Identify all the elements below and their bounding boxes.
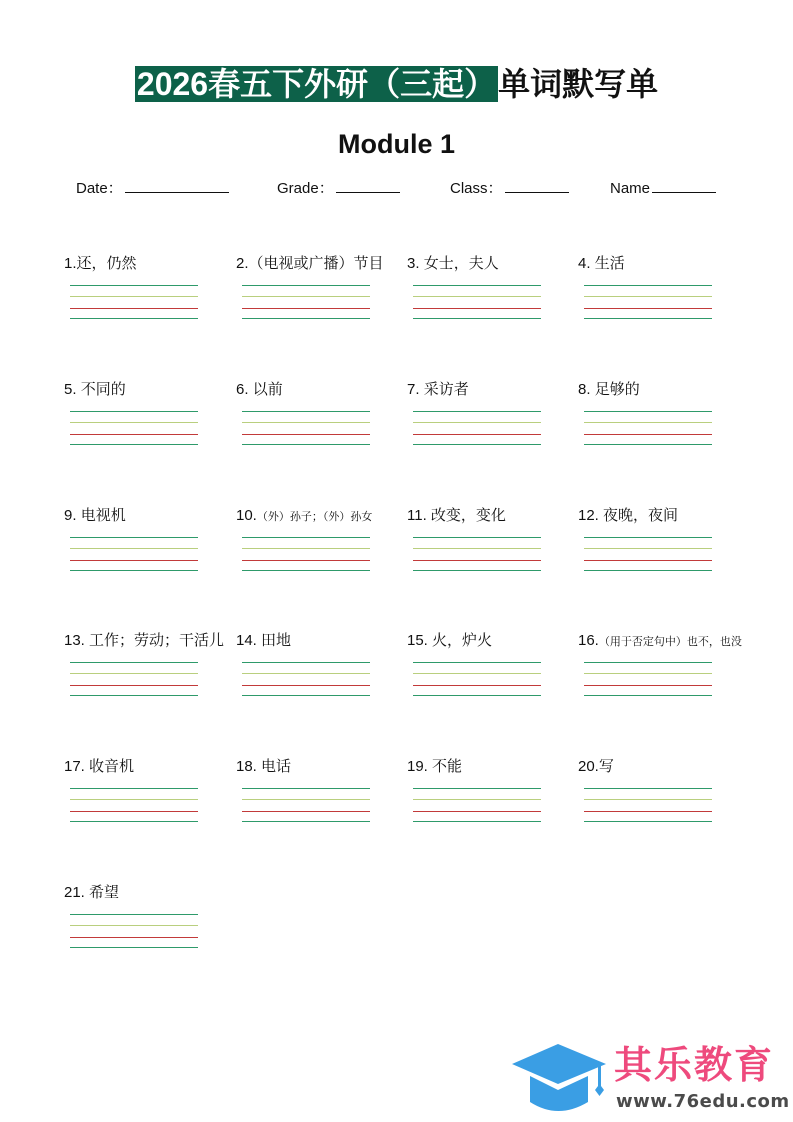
writing-line xyxy=(242,799,370,800)
meta-blank[interactable] xyxy=(652,178,716,193)
writing-line xyxy=(70,560,198,561)
writing-line xyxy=(70,285,198,286)
word-prompt xyxy=(236,380,406,400)
item-number: 4. xyxy=(578,255,595,272)
word-prompt xyxy=(236,506,406,527)
item-meaning: 夜晚，夜间 xyxy=(603,507,679,524)
item-meaning: 以前 xyxy=(252,381,283,398)
brand-name: 其乐教育 xyxy=(614,1045,775,1087)
writing-line xyxy=(242,308,370,309)
word-prompt xyxy=(578,380,748,400)
item-meaning: 写 xyxy=(598,758,614,775)
writing-line xyxy=(584,537,712,538)
item-number: 18. xyxy=(236,758,262,775)
worksheet-title xyxy=(0,64,793,104)
word-item-2 xyxy=(236,254,406,274)
writing-line xyxy=(70,296,198,297)
writing-line xyxy=(70,695,198,696)
item-number: 12. xyxy=(578,507,604,524)
word-item-8 xyxy=(578,380,748,400)
writing-line xyxy=(584,570,712,571)
writing-line xyxy=(584,444,712,445)
writing-line xyxy=(584,434,712,435)
item-meaning: 采访者 xyxy=(423,381,469,398)
item-meaning: 电话 xyxy=(261,758,292,775)
word-prompt xyxy=(64,631,234,651)
writing-line xyxy=(242,811,370,812)
writing-line xyxy=(413,548,541,549)
writing-line xyxy=(413,296,541,297)
item-meaning: 电视机 xyxy=(80,507,126,524)
word-item-15 xyxy=(407,631,577,651)
item-meaning: 工作；劳动；干活儿 xyxy=(89,632,225,649)
writing-line xyxy=(242,434,370,435)
word-item-17 xyxy=(64,757,234,777)
writing-line xyxy=(584,296,712,297)
writing-line xyxy=(584,821,712,822)
word-item-12 xyxy=(578,506,748,526)
writing-line xyxy=(70,444,198,445)
word-item-1 xyxy=(64,254,234,274)
item-meaning: （用于否定句中）也不，也没 xyxy=(598,636,742,648)
item-number: 20. xyxy=(578,758,599,775)
writing-line xyxy=(413,570,541,571)
writing-line xyxy=(413,560,541,561)
writing-line xyxy=(413,285,541,286)
writing-line xyxy=(70,318,198,319)
word-prompt xyxy=(64,506,234,526)
word-prompt xyxy=(407,506,577,526)
item-number: 11. xyxy=(407,507,431,524)
writing-line xyxy=(70,925,198,926)
meta-label: Name xyxy=(610,180,651,197)
item-meaning: 生活 xyxy=(594,255,625,272)
writing-line xyxy=(413,685,541,686)
word-prompt xyxy=(407,757,577,777)
writing-line xyxy=(413,695,541,696)
item-meaning: 改变，变化 xyxy=(430,507,506,524)
writing-line xyxy=(584,308,712,309)
writing-line xyxy=(70,685,198,686)
writing-line xyxy=(584,799,712,800)
module-heading: Module 1 xyxy=(337,129,455,159)
word-prompt xyxy=(236,757,406,777)
meta-field-name[interactable] xyxy=(610,178,716,199)
writing-line xyxy=(70,673,198,674)
writing-line xyxy=(70,411,198,412)
word-item-18 xyxy=(236,757,406,777)
item-meaning: （外）孙子；（外）孙女 xyxy=(256,511,373,523)
item-number: 1. xyxy=(64,255,77,272)
word-item-3 xyxy=(407,254,577,274)
item-meaning: 足够的 xyxy=(594,381,640,398)
item-number: 2. xyxy=(236,255,249,272)
item-meaning: （电视或广播）节目 xyxy=(248,255,384,272)
item-meaning: 不能 xyxy=(432,758,463,775)
word-prompt xyxy=(578,506,748,526)
writing-line xyxy=(413,799,541,800)
writing-line xyxy=(70,548,198,549)
writing-line xyxy=(413,434,541,435)
brand-logo xyxy=(510,1040,790,1115)
writing-line xyxy=(70,434,198,435)
item-number: 19. xyxy=(407,758,433,775)
meta-label: Class： xyxy=(450,180,503,197)
word-item-6 xyxy=(236,380,406,400)
writing-line xyxy=(242,548,370,549)
writing-line xyxy=(242,537,370,538)
word-item-13 xyxy=(64,631,234,651)
writing-line xyxy=(70,811,198,812)
word-item-4 xyxy=(578,254,748,274)
title-highlight: 2026春五下外研（三起） xyxy=(136,66,497,102)
writing-line xyxy=(413,422,541,423)
item-meaning: 希望 xyxy=(89,884,120,901)
word-prompt xyxy=(64,757,234,777)
writing-line xyxy=(413,411,541,412)
item-meaning: 收音机 xyxy=(89,758,135,775)
writing-line xyxy=(242,788,370,789)
word-prompt xyxy=(578,757,748,777)
word-prompt xyxy=(236,254,406,274)
writing-line xyxy=(242,570,370,571)
writing-line xyxy=(413,308,541,309)
item-number: 10. xyxy=(236,507,257,524)
word-prompt xyxy=(407,380,577,400)
word-item-9 xyxy=(64,506,234,526)
item-number: 14. xyxy=(236,632,262,649)
writing-line xyxy=(584,811,712,812)
writing-line xyxy=(70,537,198,538)
writing-line xyxy=(242,685,370,686)
writing-line xyxy=(242,422,370,423)
writing-line xyxy=(242,296,370,297)
item-number: 17. xyxy=(64,758,90,775)
word-item-10 xyxy=(236,506,406,527)
item-number: 6. xyxy=(236,381,253,398)
word-item-11 xyxy=(407,506,577,526)
brand-url: www.76edu.com xyxy=(616,1091,790,1112)
writing-line xyxy=(70,570,198,571)
writing-line xyxy=(242,662,370,663)
writing-line xyxy=(413,444,541,445)
item-number: 9. xyxy=(64,507,81,524)
writing-line xyxy=(584,548,712,549)
word-prompt xyxy=(236,631,406,651)
writing-line xyxy=(584,673,712,674)
writing-line xyxy=(584,411,712,412)
meta-label: Grade： xyxy=(277,180,334,197)
meta-blank[interactable] xyxy=(505,178,569,193)
writing-line xyxy=(584,695,712,696)
item-number: 16. xyxy=(578,632,599,649)
item-meaning: 还，仍然 xyxy=(76,255,137,272)
writing-line xyxy=(242,673,370,674)
meta-field-grade[interactable] xyxy=(277,178,400,199)
meta-label: Date： xyxy=(76,180,123,197)
word-prompt xyxy=(64,883,234,903)
writing-line xyxy=(584,318,712,319)
writing-line xyxy=(70,937,198,938)
word-prompt xyxy=(407,254,577,274)
meta-field-class[interactable] xyxy=(450,178,569,199)
writing-line xyxy=(242,695,370,696)
item-number: 3. xyxy=(407,255,424,272)
word-item-16 xyxy=(578,631,748,652)
writing-line xyxy=(242,411,370,412)
writing-line xyxy=(242,444,370,445)
writing-line xyxy=(584,285,712,286)
word-prompt xyxy=(64,254,234,274)
writing-line xyxy=(413,662,541,663)
writing-line xyxy=(70,788,198,789)
writing-line xyxy=(584,788,712,789)
writing-line xyxy=(242,560,370,561)
word-prompt xyxy=(407,631,577,651)
item-meaning: 田地 xyxy=(261,632,292,649)
item-meaning: 女士，夫人 xyxy=(423,255,499,272)
writing-line xyxy=(70,662,198,663)
meta-blank[interactable] xyxy=(125,178,229,193)
item-number: 21. xyxy=(64,884,90,901)
writing-line xyxy=(413,821,541,822)
writing-line xyxy=(584,422,712,423)
word-item-21 xyxy=(64,883,234,903)
writing-line xyxy=(413,788,541,789)
item-number: 7. xyxy=(407,381,424,398)
item-number: 8. xyxy=(578,381,595,398)
writing-line xyxy=(413,811,541,812)
word-item-20 xyxy=(578,757,748,777)
word-prompt xyxy=(64,380,234,400)
writing-line xyxy=(70,821,198,822)
meta-blank[interactable] xyxy=(336,178,400,193)
word-prompt xyxy=(578,254,748,274)
writing-line xyxy=(584,662,712,663)
writing-line xyxy=(242,821,370,822)
word-prompt xyxy=(578,631,748,652)
writing-line xyxy=(242,318,370,319)
graduation-cap-icon xyxy=(510,1040,610,1115)
writing-line xyxy=(413,673,541,674)
word-item-7 xyxy=(407,380,577,400)
writing-line xyxy=(584,685,712,686)
writing-line xyxy=(413,537,541,538)
meta-field-date[interactable] xyxy=(76,178,229,199)
word-item-19 xyxy=(407,757,577,777)
writing-line xyxy=(584,560,712,561)
writing-line xyxy=(413,318,541,319)
writing-line xyxy=(70,308,198,309)
item-number: 5. xyxy=(64,381,81,398)
item-number: 13. xyxy=(64,632,90,649)
title-rest: 单词默写单 xyxy=(498,66,659,102)
item-meaning: 火，炉火 xyxy=(432,632,493,649)
word-item-14 xyxy=(236,631,406,651)
word-item-5 xyxy=(64,380,234,400)
writing-line xyxy=(70,422,198,423)
writing-line xyxy=(70,914,198,915)
writing-line xyxy=(70,947,198,948)
item-number: 15. xyxy=(407,632,433,649)
item-meaning: 不同的 xyxy=(80,381,126,398)
writing-line xyxy=(70,799,198,800)
writing-line xyxy=(242,285,370,286)
